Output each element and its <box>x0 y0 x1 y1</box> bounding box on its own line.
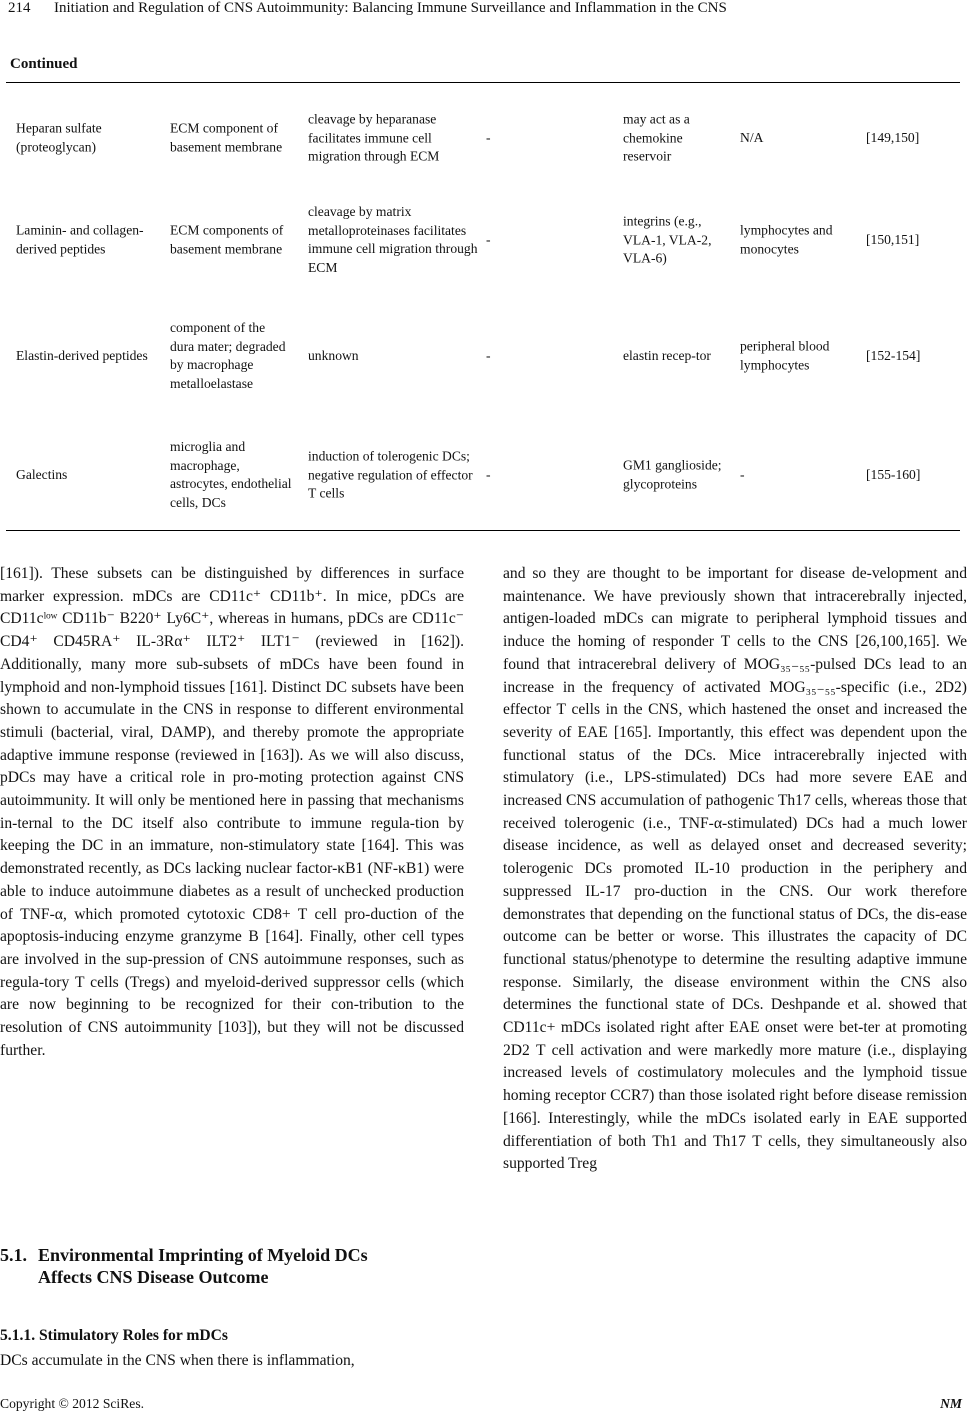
cell-molecule: Heparan sulfate (proteoglycan) <box>16 120 102 154</box>
cell-molecule: Galectins <box>16 466 68 482</box>
cell-source: ECM components of basement membrane <box>170 222 284 256</box>
cell-source: component of the dura mater; degraded by macrophage metalloelastase <box>170 320 286 391</box>
table-continued-label: Continued <box>10 56 78 72</box>
cell-function: cleavage by heparanase facilitates immune cell migration through ECM <box>308 111 440 164</box>
cell-col4: - <box>486 466 491 482</box>
cell-col4: - <box>486 129 491 145</box>
section-title-line1: Environmental Imprinting of Myeloid DCs <box>38 1245 368 1265</box>
cell-col4: - <box>486 231 491 247</box>
cell-refs: [149,150] <box>866 129 920 145</box>
cell-refs: [155-160] <box>866 466 921 482</box>
cell-receptor: integrins (e.g., VLA-1, VLA-2, VLA-6) <box>623 213 712 266</box>
cell-target: peripheral blood lymphocytes <box>740 338 830 372</box>
table-bottom-rule <box>6 530 960 531</box>
footer-journal: NM <box>940 1396 962 1411</box>
cell-refs: [150,151] <box>866 231 920 247</box>
cell-source: microglia and macrophage, astrocytes, endothelial cells, DCs <box>170 439 292 510</box>
running-header <box>8 0 958 17</box>
cell-function: cleavage by matrix metalloproteinases facilitates immune cell migration through ECM <box>308 204 478 275</box>
section-title-line2: Affects CNS Disease Outcome <box>38 1267 269 1287</box>
cell-refs: [152-154] <box>866 347 921 363</box>
cell-receptor: GM1 ganglioside; glycoproteins <box>623 457 722 491</box>
body-column-right <box>503 563 967 1373</box>
footer-copyright: Copyright © 2012 SciRes. <box>0 1396 145 1411</box>
table-row <box>0 90 968 186</box>
table-top-rule <box>6 82 960 83</box>
table-row <box>0 424 968 526</box>
paragraph: and so they are thought to be important for disease de-velopment and maintenance. We have previously shown that intracerebrally injected, antigen-loaded mDCs can migrate to peripheral lymphoid tissues and induce the homing of responder T cells to the CNS [26,100,165]. We found that intracerebral delivery of MOG₃₅₋₅₅-pulsed DCs lead to an increase in the frequency of activated MOG₃₅₋₅₅-specific (i.e., 2D2) effector T cells in the CNS, which hastened the onset and increased the severity of EAE [165]. Importantly, this effect was dependent upon the functional status of the DCs. Mice intracerebrally injected with stimulatory (i.e., LPS-stimulated) DCs had more severe EAE and increased CNS accumulation of pathogenic Th17 cells, whereas those that received tolerogenic (i.e., TNF-α-stimulated) DCs had a much lower disease incidence, as well as delayed onset and decreased severity; tolerogenic DCs promoted IL-10 production in the periphery and suppressed IL-17 pro-duction in the CNS. Our work therefore demonstrates that depending on the functional status of DCs, the dis-ease outcome can be better or worse. This illustrates the capacity of DC functional status/phenotype to determine the resulting adaptive immune response. Similarly, the disease environment within the CNS also determines the functional state of DCs. Deshpande et al. showed that CD11c+ mDCs isolated right after EAE onset were bet-ter at promoting 2D2 T cell activation and were markedly more mature (i.e., displaying increased levels of costimulatory molecules and the lymphoid tissue homing receptor CCR7) than those isolated right before disease remission [166]. Interestingly, while the mDCs isolated early in EAE supported differentiation of both Th1 and Th17 T cells, they simultaneously also supported Treg <box>503 565 967 1173</box>
section-number: 5.1. <box>0 1245 27 1265</box>
page-number: 214 <box>8 0 31 16</box>
subsection-heading: 5.1.1. Stimulatory Roles for mDCs <box>0 1327 228 1344</box>
cell-target: lymphocytes and monocytes <box>740 222 833 256</box>
body-column-left <box>0 563 464 1227</box>
subsection-text: DCs accumulate in the CNS when there is inflammation, <box>0 1352 355 1369</box>
table-row <box>0 306 968 406</box>
table-row <box>0 190 968 290</box>
cell-function: unknown <box>308 347 359 363</box>
cell-molecule: Laminin- and collagen-derived peptides <box>16 222 144 256</box>
cell-molecule: Elastin-derived peptides <box>16 347 148 363</box>
cell-receptor: may act as a chemokine reservoir <box>623 111 690 164</box>
cell-receptor: elastin recep-tor <box>623 347 711 363</box>
cell-source: ECM component of basement membrane <box>170 120 283 154</box>
paragraph: [161]). These subsets can be distinguished by differences in surface marker expression. mDCs are CD11c⁺ CD11b⁺. In mice, pDCs are CD11cˡᵒʷ CD11b⁻ B220⁺ Ly6C⁺, whereas in humans, pDCs are CD11c⁻ CD4⁺ CD45RA⁺ IL-3Rα⁺ ILT2⁺ ILT1⁻ (reviewed in [162]). Additionally, many more sub-subsets of mDCs have been found in lymphoid and non-lymphoid tissues [161]. Distinct DC subsets have been shown to accumulate in the CNS in response to different environmental stimuli (bacterial, viral, DAMP), and thereby promote the appropriate adaptive immune response (reviewed in [163]). As we will also discuss, pDCs may have a critical role in pro-moting protection against CNS autoimmunity. It will only be mentioned here in passing that mechanisms in-ternal to the DC itself also contribute to immune regula-tion by keeping the DC in an immature, non-stimulatory state [164]. This was demonstrated recently, as DCs lacking nuclear factor-κB1 (NF-κB1) were able to induce autoimmune diabetes as a result of unchecked production of TNF-α, which promoted cytotoxic CD8+ T cell pro-duction of the apoptosis-inducing enzyme granzyme B [164]. Finally, other cell types are involved in the sup-pression of CNS autoimmune responses, such as regula-tory T cells (Tregs) and myeloid-derived suppressor cells (which are now beginning to be recognized for their con-tribution to the resolution of CNS autoimmunity [103]), but they will not be discussed further. <box>0 565 464 1059</box>
running-title: Initiation and Regulation of CNS Autoimmunity: Balancing Immune Surveillance and Inflammation in the CNS <box>54 0 727 16</box>
cell-col4: - <box>486 347 491 363</box>
cell-target: N/A <box>740 129 764 145</box>
section-heading <box>0 1244 464 1288</box>
cell-target: - <box>740 466 745 482</box>
cell-function: induction of tolerogenic DCs; negative regulation of effector T cells <box>308 448 473 501</box>
